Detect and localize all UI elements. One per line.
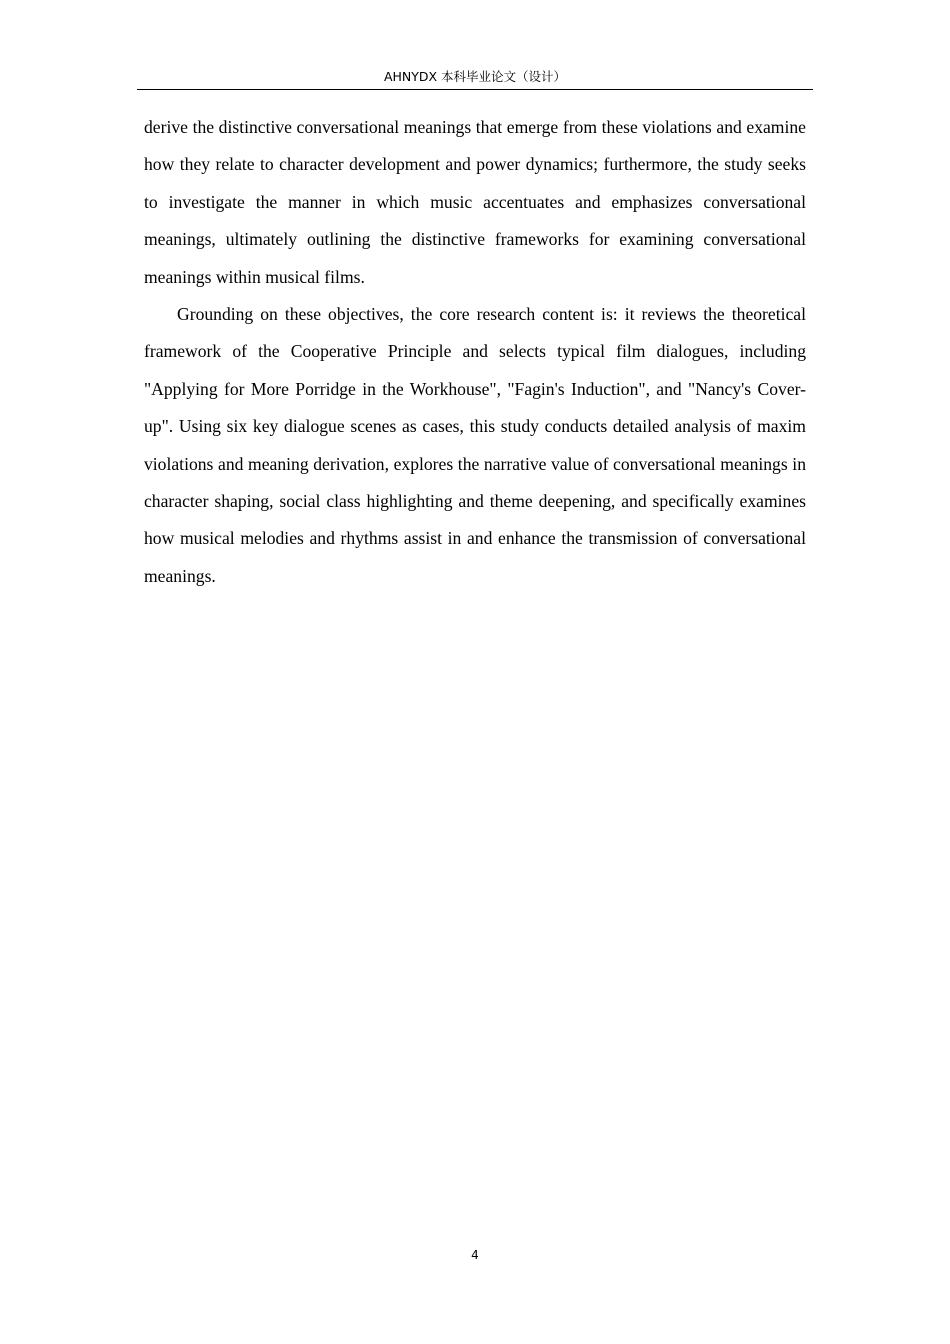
page-number: 4 [471,1248,479,1262]
paragraph-continuation: derive the distinctive conversational meanings that emerge from these violations and examine how they relate to character development and power dynamics; furthermore, the study seeks to investigate the manner in which music accentuates and emphasizes conversational meanings, ultimately outlining the distinctive frameworks for examining conversational meanings within musical films. [144,117,806,287]
body-text [144,109,806,595]
page-header: AHNYDX 本科毕业论文（设计） [383,69,567,84]
header-rule [137,89,813,90]
paragraph-research-content: Grounding on these objectives, the core research content is: it reviews the theoretical framework of the Cooperative Principle and selects typical film dialogues, including "Applying for More Porridge in the Workhouse", "Fagin's Induction", and "Nancy's Cover-up". Using six key dialogue scenes as cases, this study conducts detailed analysis of maxim violations and meaning derivation, explores the narrative value of conversational meanings in character shaping, social class highlighting and theme deepening, and specifically examines how musical melodies and rhythms assist in and enhance the transmission of conversational meanings. [144,304,806,586]
